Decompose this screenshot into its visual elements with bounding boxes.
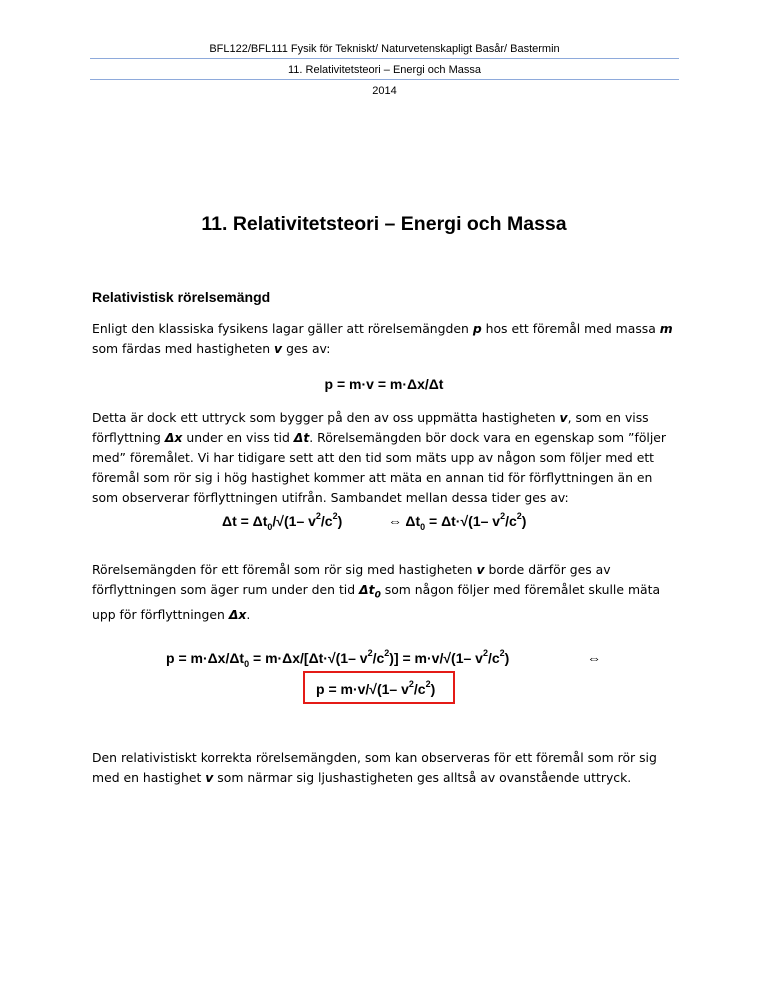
header-divider (90, 79, 679, 80)
paragraph: Rörelsemängden för ett föremål som rör sig med hastigheten v borde därför ges av förflyttningen som äger rum under den tid $\Delta t_0$ som någon följer med föremålet skulle mäta upp för förflyttningen Δx. (92, 562, 661, 623)
section-heading: Relativistisk rörelsemängd (92, 289, 271, 305)
equivalence-arrow-icon: ⇔ (587, 650, 601, 666)
header-year: 2014 (372, 85, 397, 97)
equation-classical-momentum: p = m·v = m·Δx/Δt (324, 376, 444, 392)
paragraph: Den relativistiskt korrekta rörelsemängden, som kan observeras för ett föremål som rör sig med en hastighet v som närmar sig ljushastigheten ges alltså av ovanstående uttryck. (92, 750, 657, 785)
equation-time-dilation-left: $\Delta t = \Delta t_0/√(1-$ $v^2/c^2$) (222, 511, 343, 532)
paragraph: Detta är dock ett uttryck som bygger på den av oss uppmätta hastigheten v, som en viss förflyttning Δx under en viss tid Δt. Rörelsemängden bör dock vara en egenskap som ”följer med” föremålet. Vi har tidigare sett att den tid som mäts upp av någon som följer med ett föremål som rör sig i hög hastighet kommer att mäta en annan tid för förflyttningen än en som observerar förflyttningen utifrån. Sambandet mellan dessa tider ges av: (92, 410, 667, 505)
equation-relativistic-momentum-result: p = m·v/√(1– $v^2/c^2$) (316, 679, 436, 697)
header-divider (90, 58, 679, 59)
equation-time-dilation-right: ⇔ $\Delta t_0 = \Delta t\cdot√(1-$ $v^2/c^2$) (388, 511, 527, 532)
equivalence-arrow-icon: ⇔ (388, 513, 402, 529)
equation-relativistic-momentum-derivation: $p = m\cdot\Delta x/\Delta t_0 = m\cdot\Delta x/[\Delta t\cdot√(1-$ $v^2/c^2)] = m\cdot v/√(1-$ $v^2/c^2$) (166, 648, 510, 669)
page-title: 11. Relativitetsteori – Energi och Massa (201, 213, 567, 235)
header-chapter: 11. Relativitetsteori – Energi och Massa (288, 64, 481, 76)
paragraph: Enligt den klassiska fysikens lagar gäller att rörelsemängden p hos ett föremål med massa m som färdas med hastigheten v ges av: (92, 321, 673, 356)
header-course: BFL122/BFL111 Fysik för Tekniskt/ Naturvetenskapligt Basår/ Bastermin (209, 43, 560, 55)
